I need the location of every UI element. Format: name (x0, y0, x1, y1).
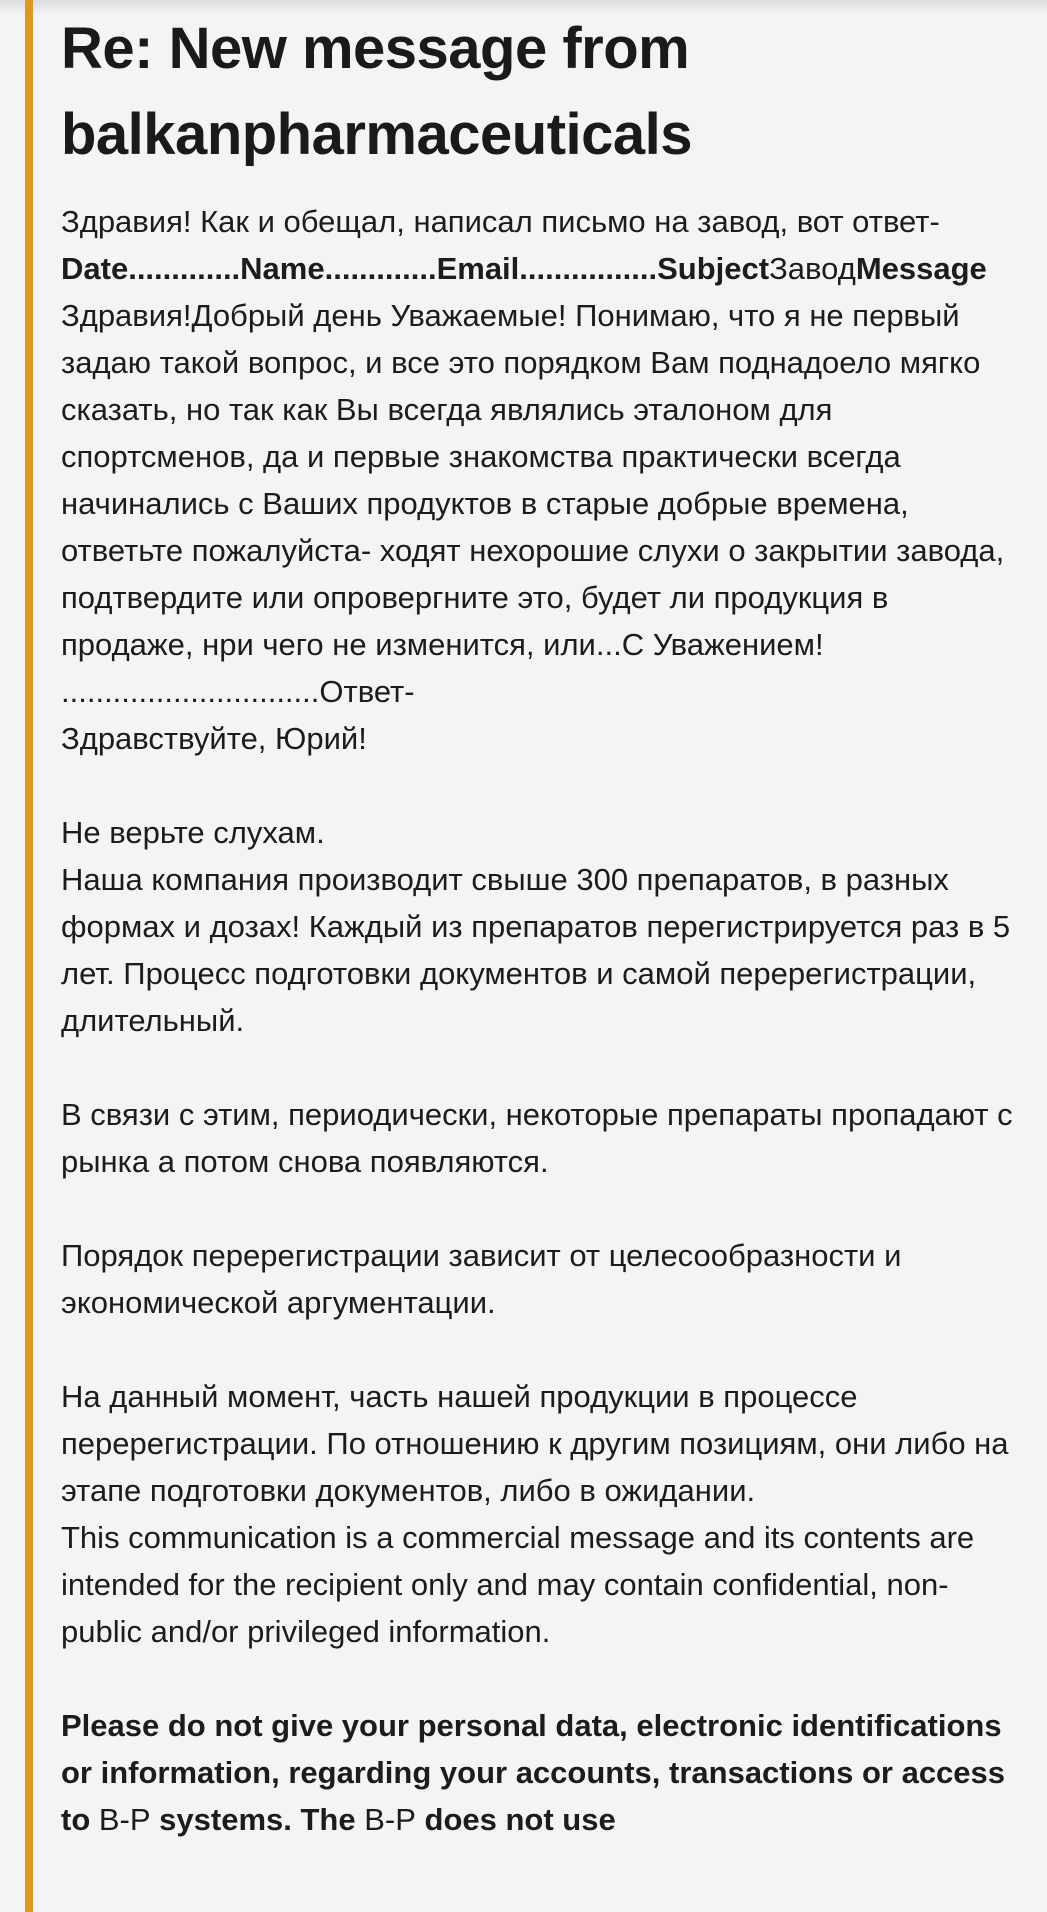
email-subject (61, 6, 1021, 178)
form-dots: ............. (128, 251, 241, 286)
form-message-label: Message (855, 251, 987, 286)
form-dots: ............. (324, 251, 437, 286)
warning-text-3: does not use (415, 1802, 616, 1837)
warning-text-1: Please do not give your personal data, electronic identifications or information, regarding your accounts, transactions or access to (61, 1708, 1006, 1837)
paragraph-gap (61, 762, 1021, 809)
email-subject-line1: Re: New message from (61, 16, 690, 81)
email-message (61, 6, 1021, 1843)
quote-bar (25, 0, 33, 1912)
disclaimer-text: This communication is a commercial message and its contents are intended for the recipient only and may contain confidential, non-public and/or privileged information. (61, 1520, 975, 1649)
paragraph-gap (61, 1655, 1021, 1702)
email-body (61, 198, 1021, 1843)
reply-paragraph-5: На данный момент, часть нашей продукции в процессе перерегистрации. По отношению к другим позициям, они либо на этапе подготовки документов, либо в ожидании. (61, 1379, 1009, 1508)
reply-paragraph-1: Не верьте слухам. (61, 815, 325, 850)
paragraph-gap (61, 1185, 1021, 1232)
warning-text-2: systems. The (150, 1802, 365, 1837)
reply-paragraph-4: Порядок перерегистрации зависит от целесообразности и экономической аргументации. (61, 1238, 902, 1320)
reply-greeting: Здравствуйте, Юрий! (61, 721, 367, 756)
form-message-text: Здравия!Добрый день Уважаемые! Понимаю, что я не первый задаю такой вопрос, и все это порядком Вам поднадоело мягко сказать, но так как Вы всегда являлись эталоном для спортсменов, да и первые знакомства практически всегда начинались с Ваших продуктов в старые добрые времена, ответьте пожалуйста- ходят нехорошие слухи о закрытии завода, подтвердите или опровергните это, будет ли продукция в продаже, нри чего не изменится, или...С Уважением! ..............................Ответ- (61, 298, 1005, 709)
email-subject-line2: balkanpharmaceuticals (61, 102, 693, 167)
form-email-label: Email (436, 251, 520, 286)
form-dots: ................ (519, 251, 658, 286)
reply-paragraph-3: В связи с этим, периодически, некоторые препараты пропадают с рынка а потом снова появляются. (61, 1097, 1013, 1179)
paragraph-gap (61, 1326, 1021, 1373)
reply-paragraph-2: Наша компания производит свыше 300 препаратов, в разных формах и дозах! Каждый из препаратов перегистрируется раз в 5 лет. Процесс подготовки документов и самой перерегистрации, длительный. (61, 862, 1011, 1038)
bp-name: B-P (98, 1802, 151, 1837)
form-subject-label: Subject (657, 251, 770, 286)
form-subject-value: Завод (769, 251, 856, 286)
form-name-label: Name (240, 251, 325, 286)
bp-name: B-P (364, 1802, 416, 1837)
paragraph-gap (61, 1044, 1021, 1091)
intro-text: Здравия! Как и обещал, написал письмо на завод, вот ответ- (61, 204, 940, 239)
form-date-label: Date (61, 251, 129, 286)
